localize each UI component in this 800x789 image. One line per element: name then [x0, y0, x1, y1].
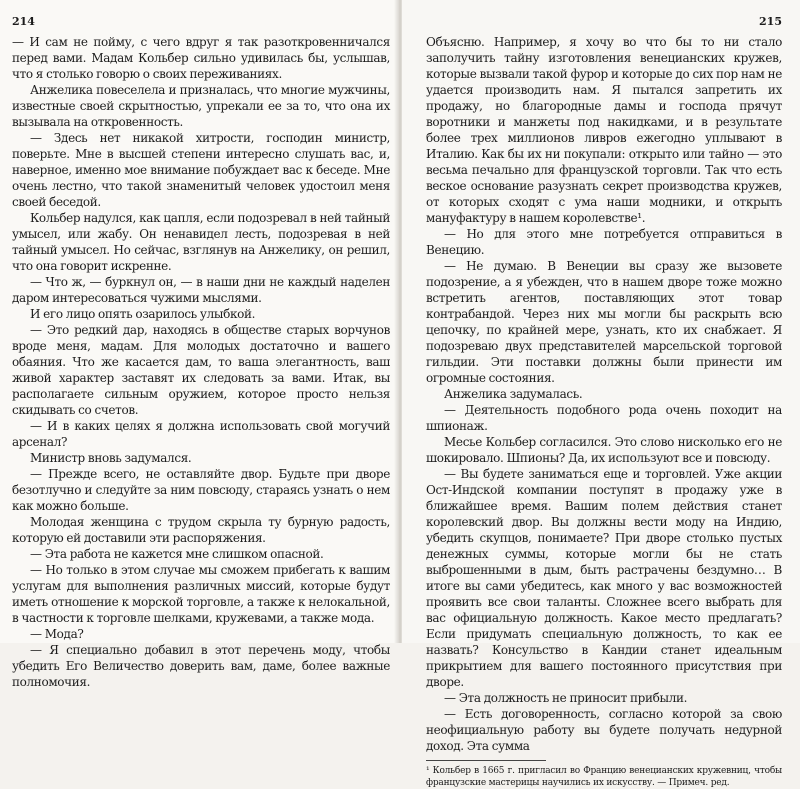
- footnote: ¹ Кольбер в 1665 г. пригласил во Францию венецианских кружевниц, чтобы французские мастерицы научились их искусству. — Примеч. ред.: [426, 766, 782, 788]
- paragraph: Месье Кольбер согласился. Это слово нисколько его не шокировало. Шпионы? Да, их используют все и повсюду.: [426, 435, 782, 465]
- paragraph: — Это редкий дар, находясь в обществе старых ворчунов вроде меня, мадам. Для молодых достаточно и вашего обаяния. Что же касается дам, то ваша элегантность, ваш живой характер заставят их следовать за вами. Итак, вы располагаете сильным оружием, которое просто нельзя скидывать со счетов.: [12, 323, 390, 417]
- paragraph: Молодая женщина с трудом скрыла ту бурную радость, которую ей доставили эти распоряжения.: [12, 515, 390, 545]
- paragraph: Анжелика повеселела и призналась, что многие мужчины, известные своей скрытностью, упрекали ее за то, что она их вызывала на откровенность.: [12, 83, 390, 129]
- left-page-text: [12, 34, 390, 690]
- paragraph: — И сам не пойму, с чего вдруг я так разоткровенничался перед вами. Мадам Кольбер сильно удивилась бы, услышав, что я столько говорю о своих переживаниях.: [12, 35, 390, 81]
- paragraph: — Но для этого мне потребуется отправиться в Венецию.: [426, 227, 782, 257]
- paragraph: — И в каких целях я должна использовать свой могучий арсенал?: [12, 419, 390, 449]
- paragraph: Анжелика задумалась.: [444, 387, 583, 401]
- paragraph: — Но только в этом случае мы сможем прибегать к вашим услугам для выполнения различных миссий, которые будут иметь отношение к морской торговле, а также к нелокальной, в частности к торговле шелками, кружевами, а также мода.: [12, 563, 390, 625]
- paragraph: — Не думаю. В Венеции вы сразу же вызовете подозрение, а я убежден, что в нашем дворе тоже можно встретить агентов, поставляющих этот товар контрабандой. Через них мы могли бы раскрыть всю цепочку, по крайней мере, узнать, кто их снабжает. Я подозреваю двух представителей марсельской торговой гильдии. Эти поставки должны были принести им огромные состояния.: [426, 259, 782, 385]
- footnote-divider: [426, 760, 546, 761]
- paragraph: Министр вновь задумался.: [30, 451, 192, 465]
- paragraph: — Эта работа не кажется мне слишком опасной.: [30, 547, 324, 561]
- right-page-text: [426, 34, 782, 754]
- paragraph: — Мода?: [30, 627, 84, 641]
- page-number-right: 215: [759, 15, 782, 28]
- paragraph: Кольбер надулся, как цапля, если подозревал в ней тайный умысел, или жабу. Он ненавидел лесть, подозревая в ней тайный умысел. Но сейчас, взглянув на Анжелику, он решил, что она говорит искренне.: [12, 211, 390, 273]
- left-page: [0, 0, 398, 689]
- paragraph: — Деятельность подобного рода очень походит на шпионаж.: [426, 403, 782, 433]
- paragraph: — Есть договоренность, согласно которой за свою неофициальную работу вы будете получать недурной доход. Эта сумма: [426, 707, 782, 753]
- paragraph: — Я специально добавил в этот перечень моду, чтобы убедить Его Величество доверить вам, даме, более важные полномочия.: [12, 643, 390, 689]
- paragraph: — Эта должность не приносит прибыли.: [444, 691, 688, 705]
- paragraph: И его лицо опять озарилось улыбкой.: [30, 307, 256, 321]
- paragraph: — Что ж, — буркнул он, — в наши дни не каждый наделен даром интересоваться чужими мыслями.: [12, 275, 390, 305]
- paragraph: — Здесь нет никакой хитрости, господин министр, поверьте. Мне в высшей степени интересно слушать вас, и, наверное, именно мое внимание побуждает вас к беседе. Мне очень лестно, что такой знаменитый человек удостоил меня своей беседой.: [12, 131, 390, 209]
- page-number-left: 214: [12, 15, 35, 28]
- paragraph: — Прежде всего, не оставляйте двор. Будьте при дворе безотлучно и следуйте за ним повсюду, стараясь узнать о нем как можно больше.: [12, 467, 390, 513]
- right-page: [402, 0, 800, 788]
- paragraph: Объясню. Например, я хочу во что бы то ни стало заполучить тайну изготовления венецианских кружев, которые вызвали такой фурор и которые до сих пор нам не удается производить нам. Я пытался запретить их продажу, но благородные дамы и господа прячут воротники и манжеты под накидками, и в результате более трех миллионов ливров ежегодно уплывают в Италию. Как бы их ни покупали: открыто или тайно — это весьма печально для французской торговли. Так что есть веское основание разузнать секрет производства кружев, от которых сходят с ума наши модники, и открыть мануфактуру в нашем королевстве¹.: [426, 35, 782, 225]
- paragraph: — Вы будете заниматься еще и торговлей. Уже акции Ост-Индской компании поступят в продажу уже в ближайшее время. Вашим полем действия станет королевский двор. Вы должны вести моду на Индию, убедить скупцов, понимаете? При дворе столько пустых денежных суммы, которые могли бы не стать выброшенными в дым, быть растрачены бездумно… В итоге вы сами убедитесь, как много у вас возможностей проявить все свои таланты. Сложнее всего выбрать для вас официальную должность. Какое место предлагать? Если придумать специальную должность, то как ее назвать? Консульство в Кандии станет идеальным прикрытием для вашего постоянного присутствия при дворе.: [426, 467, 782, 689]
